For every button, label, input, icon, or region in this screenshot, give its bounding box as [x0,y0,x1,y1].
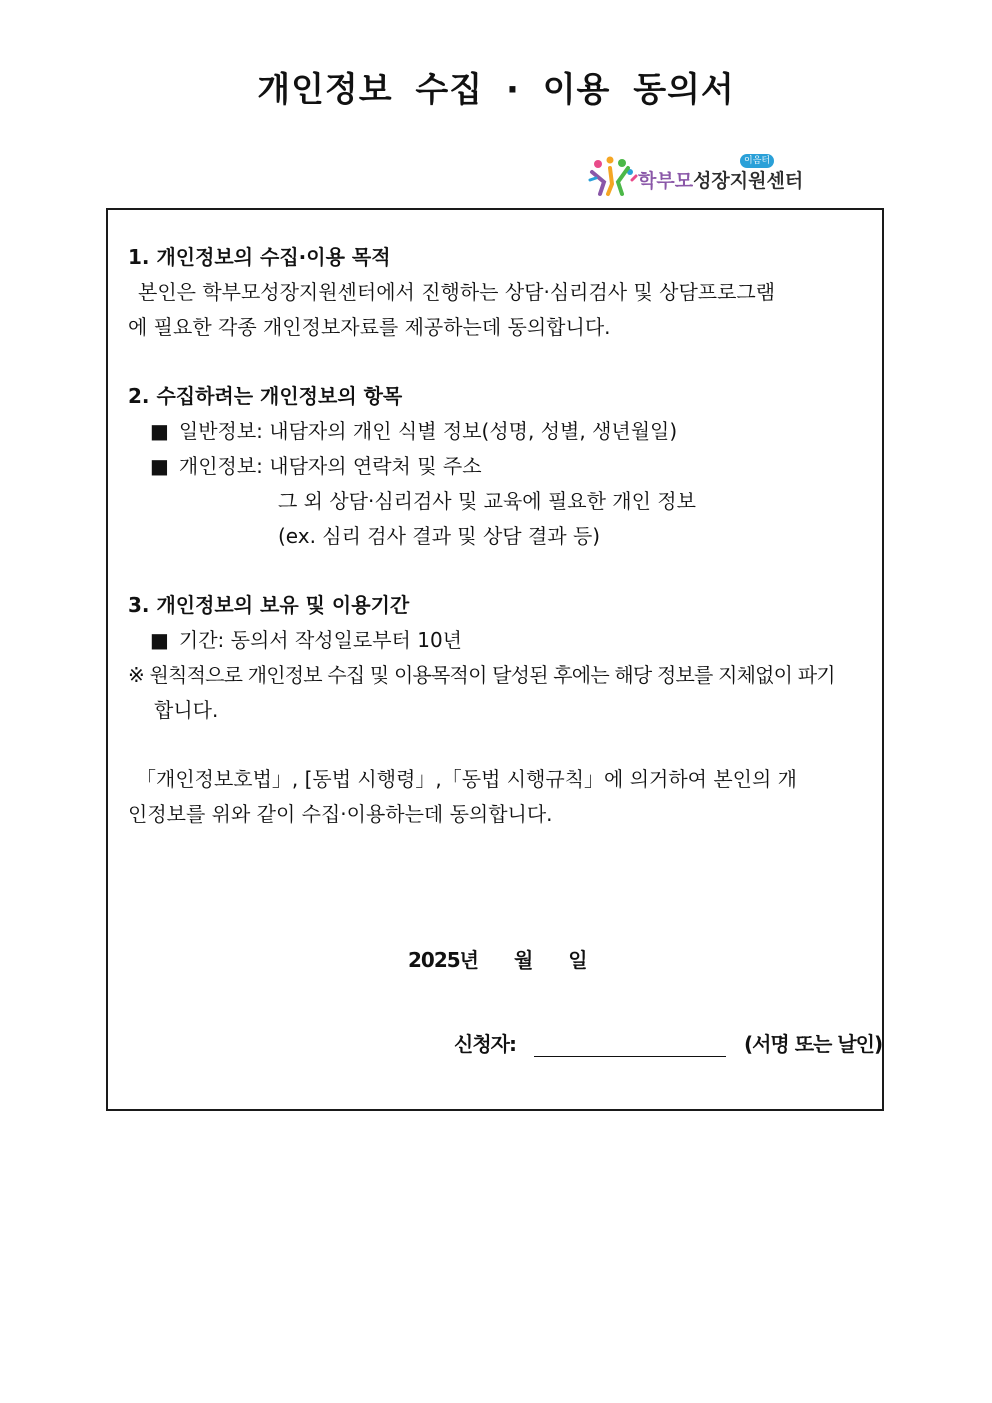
section-3-item-period-text: 기간: 동의서 작성일로부터 10년 [178,628,463,652]
section-2-item-personal-text: 개인정보: 내담자의 연락처 및 주소 [178,454,482,478]
section-2-heading: 2. 수집하려는 개인정보의 항목 [128,384,403,408]
consent-statement-line-2: 인정보를 위와 같이 수집·이용하는데 동의합니다. [128,802,553,826]
consent-statement-line-1: 「개인정보호법」, [동법 시행령」,「동법 시행규칙」에 의거하여 본인의 개 [136,767,797,791]
section-1-paragraph-line-2: 에 필요한 각종 개인정보자료를 제공하는데 동의합니다. [128,315,611,339]
form-content [128,240,866,832]
applicant-label: 신청자: [454,1032,516,1056]
reference-mark-icon: ※ [128,663,144,687]
section-3-note-text-1: 원칙적으로 개인정보 수집 및 이용목적이 달성된 후에는 해당 정보를 지체없이 파기 [149,663,835,687]
signature-suffix: (서명 또는 날인) [743,1032,883,1056]
section-2-item-personal [128,449,866,484]
section-3-note-line-2: 합니다. [154,698,219,722]
logo-text-secondary: 성장지원센터 [693,170,804,192]
square-bullet-icon: ■ [150,419,169,443]
section-1-heading: 1. 개인정보의 수집·이용 목적 [128,245,391,269]
section-3-note-line-1 [128,658,866,693]
logo-text [638,166,803,193]
section-2-item-general-text: 일반정보: 내담자의 개인 식별 정보(성명, 성별, 생년월일) [178,419,678,443]
consent-form-box [106,208,884,1111]
section-3-item-period [128,623,866,658]
section-1-paragraph-line-1 [128,275,866,310]
section-2-continuation-1: 그 외 상담·심리검사 및 교육에 필요한 개인 정보 [278,489,696,513]
center-logo [588,152,808,200]
square-bullet-icon: ■ [150,454,169,478]
section-1-paragraph-text-1: 본인은 학부모성장지원센터에서 진행하는 상담·심리검사 및 상담프로그램 [138,280,776,304]
section-3-heading: 3. 개인정보의 보유 및 이용기간 [128,593,410,617]
date-month: 월 [513,948,533,972]
date-row [408,944,617,973]
date-year: 2025년 [408,948,478,972]
logo-text-primary: 학부모 [638,170,694,192]
section-2-item-general [128,414,866,449]
section-2-continuation-2: (ex. 심리 검사 결과 및 상담 결과 등) [278,524,601,548]
signature-row [454,1028,882,1057]
signature-input-line[interactable] [534,1036,726,1057]
logo-people-icon [588,154,638,198]
date-day: 일 [568,948,587,972]
square-bullet-icon: ■ [150,628,169,652]
logo-badge: 이음터 [740,154,774,168]
document-title: 개인정보 수집 · 이용 동의서 [257,70,735,110]
